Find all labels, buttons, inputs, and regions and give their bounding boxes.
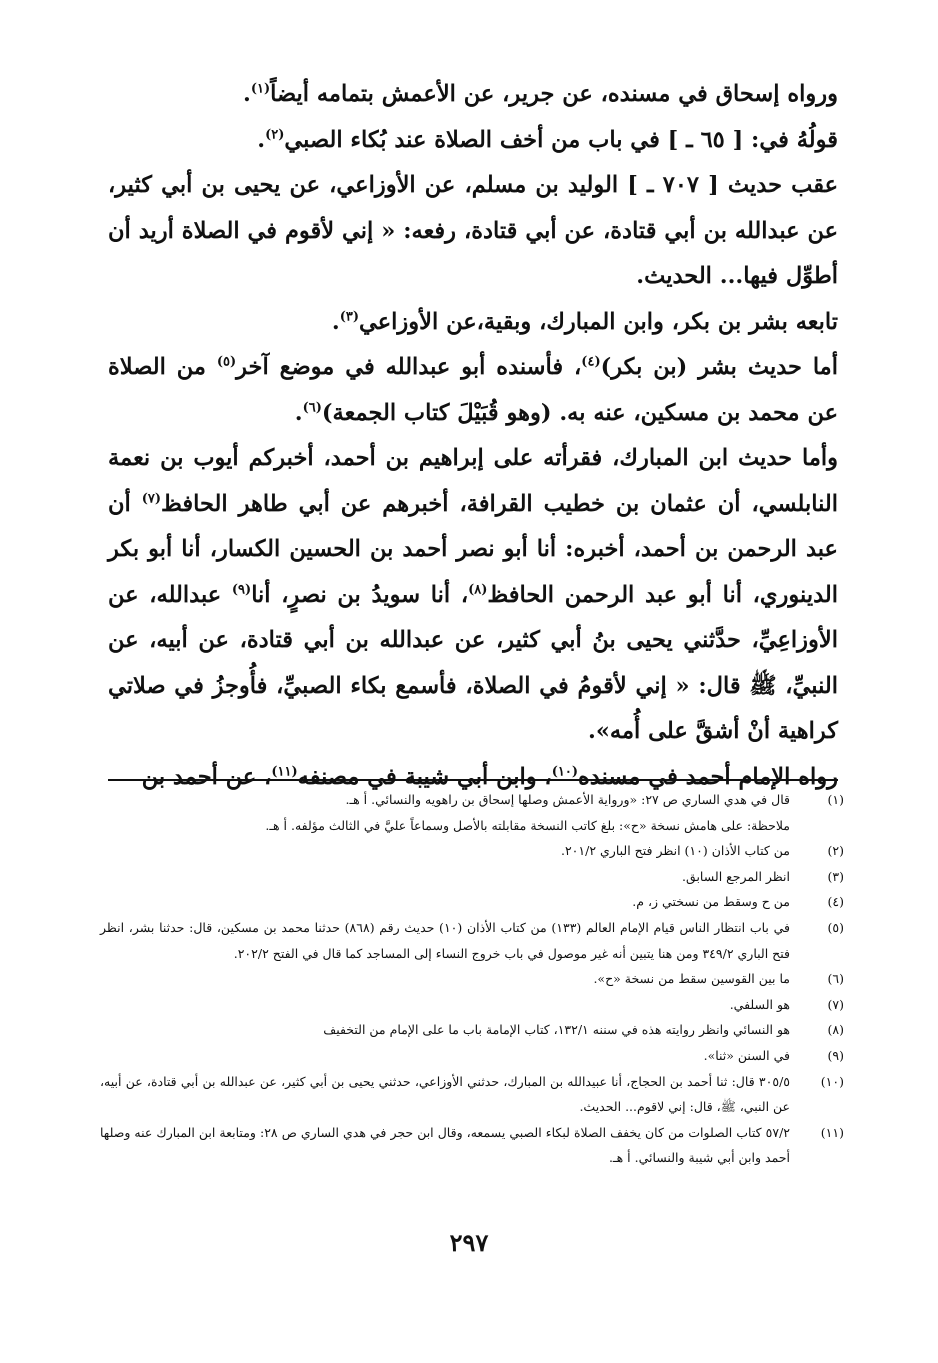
footnote-text: ٣٠٥/٥ قال: ثنا أحمد بن الحجاج، أنا عبيدالله بن المبارك، حدثني الأوزاعي، حدثني يحيى بن أبي كثير، عن عبدالله بن أبي قتادة، عن أبيه، عن النبي، ﷺ، قال: إني لاقوم... الحديث. — [100, 1073, 790, 1115]
footnote-item — [100, 1017, 844, 1043]
footnote-item — [100, 1043, 844, 1069]
paragraph-text: ، عن أحمد بن — [141, 763, 272, 790]
footnote-number: (١) — [827, 792, 844, 807]
footnote-text: انظر المرجع السابق. — [682, 868, 790, 884]
paragraph-text: عبدالله، عن الأوزاعِيِّ، حدَّثني يحيى بنُ أبي كثير، عن عبدالله بن أبي قتادة، عن أبيه، عن النبيِّ، ﷺ قال: « إني لأقومُ في الصلاة، فأسمع بكاء الصبيِّ، فأُوجزُ في صلاتي كراهية أنْ أشقَّ على أُمه». — [108, 581, 838, 744]
paragraph-text: من الصلاة عن محمد بن مسكين، عنه به. (وهو قُبَيْلَ كتاب الجمعة) — [108, 354, 838, 426]
footnote-number: (٦) — [827, 971, 844, 987]
footnote-item — [100, 787, 844, 813]
footnote-number: (١٠) — [820, 1073, 844, 1089]
paragraph-text: . — [331, 308, 340, 335]
footnote-item — [100, 966, 844, 992]
paragraph-text: أما حديث بشر (بن بكر) — [600, 354, 838, 380]
footnote-ref: (٦) — [302, 400, 322, 415]
footnote-ref: (٨) — [468, 582, 488, 597]
main-paragraph — [108, 300, 838, 346]
footnotes — [100, 787, 844, 1171]
footnote-item — [100, 1069, 844, 1120]
footnote-ref: (٩) — [231, 582, 252, 597]
footnote-ref: (١١) — [271, 764, 298, 779]
footnote-text: هو النسائي وانظر روايته هذه في سننه ١٣٢/١، كتاب الإمامة باب ما على الإمام من التخفيف — [323, 1022, 790, 1038]
footnote-text: ملاحظة: على هامش نسخة «ح»: بلغ كاتب النسخة مقابلته بالأصل وسماعاً عليَّ في الثالث مؤلفه. أ هـ. — [265, 817, 790, 833]
paragraph-text: ، فأسنده أبو عبدالله في موضع آخر — [236, 354, 582, 380]
footnote-item — [100, 864, 844, 890]
footnote-item — [100, 915, 844, 966]
footnote-ref: (٤) — [581, 354, 601, 370]
paragraph-text: . — [243, 81, 251, 107]
footnote-item — [100, 838, 844, 864]
footnote-item — [100, 813, 844, 839]
footnote-item — [100, 992, 844, 1018]
footnote-text: في السنن «ثنا». — [703, 1047, 790, 1063]
paragraph-text: رواه الإمام أحمد في مسنده — [577, 763, 838, 790]
paragraph-text: ورواه إسحاق في مسنده، عن جرير، عن الأعمش بتمامه أيضاً — [270, 81, 838, 107]
footnote-number: (٣) — [827, 868, 844, 884]
footnote-number: (٨) — [827, 1022, 844, 1038]
main-paragraph — [108, 436, 838, 755]
paragraph-text: تابعه بشر بن بكر، وابن المبارك، وبقية،عن الأوزاعي — [359, 308, 838, 335]
paragraph-text: أن عبد الرحمن بن أحمد، أخبره: أنا أبو نصر أحمد بن الحسين الكسار، أنا أبو بكر الدينوري، أنا أبو عبد الرحمن الحافظ — [108, 490, 838, 608]
footnote-text: ٥٧/٢ كتاب الصلوات من كان يخفف الصلاة لبكاء الصبي يسمعه، وقال ابن حجر في هدي الساري ص ٢٨: ومتابعة ابن المبارك عنه وصلها أحمد وابن أبي شيبة والنسائي. أ هـ. — [100, 1124, 790, 1166]
footnote-number: (٢) — [827, 843, 844, 859]
footnote-item — [100, 889, 844, 915]
footnote-item — [100, 1120, 844, 1171]
footnote-ref: (١٠) — [551, 764, 578, 779]
paragraph-text: وأما حديث ابن المبارك، فقرأته على إبراهيم بن أحمد، أخبركم أيوب بن نعمة النابلسي، أن عثمان بن خطيب القرافة، أخبرهم عن أبي طاهر الحافظ — [108, 445, 838, 517]
footnote-text: من ح وسقط من نسختي ز، م. — [632, 894, 790, 910]
main-paragraph — [108, 118, 838, 164]
page-number: ٢٩٧ — [449, 1228, 489, 1257]
paragraph-text: عقب حديث [ ٧٠٧ ـ ] الوليد بن مسلم، عن الأوزاعي، عن يحيى بن أبي كثير، عن عبدالله بن أبي قتادة، عن أبي قتادة، رفعه: « إني لأقوم في الصلاة أريد أن أطوِّل فيها... الحديث. — [108, 172, 839, 289]
footnote-separator — [108, 779, 838, 781]
footnote-ref: (٥) — [216, 354, 237, 370]
footnote-number: (٩) — [827, 1047, 844, 1063]
footnote-number: (١١) — [820, 1124, 844, 1140]
paragraph-text: . — [294, 399, 303, 426]
footnote-text: قال في هدي الساري ص ٢٧: «ورواية الأعمش وصلها إسحاق بن راهويه والنسائي. أ هـ. — [345, 792, 790, 807]
footnote-text: في باب انتظار الناس قيام الإمام العالم (١٣٣) من كتاب الأذان (١٠) حديث رقم (٨٦٨) حدثنا محمد بن مسكين، قال: حدثنا بشر، انظر فتح الباري ٣٤٩/٢ ومن هنا يتبين أنه غير موصول في باب خروج النساء إلى المساجد كما قال في الفتح ٢٠٢/٢. — [100, 919, 790, 961]
footnote-ref: (١) — [250, 81, 271, 97]
paragraph-text: ، أنا سويدُ بن نصرٍ، أنا — [251, 581, 469, 608]
footnote-text: ما بين القوسين سقط من نسخة «ح». — [593, 971, 790, 987]
main-text — [108, 72, 838, 800]
main-paragraph — [108, 345, 838, 436]
footnote-ref: (٧) — [141, 491, 162, 506]
paragraph-text: ، وابن أبي شيبة في مصنفه — [297, 763, 552, 790]
footnote-number: (٤) — [827, 894, 844, 910]
paragraph-text: قولُهُ في: [ ٦٥ ـ ] في باب من أخف الصلاة عند بُكاء الصبي — [284, 126, 838, 153]
footnote-ref: (٣) — [339, 309, 359, 324]
footnote-number: (٧) — [827, 996, 844, 1012]
footnote-text: هو السلفي. — [729, 996, 790, 1012]
footnote-number: (٥) — [827, 919, 844, 935]
main-paragraph — [108, 72, 838, 118]
footnote-ref: (٢) — [265, 127, 285, 142]
main-paragraph — [108, 163, 838, 300]
paragraph-text: . — [257, 126, 266, 153]
footnote-text: من كتاب الأذان (١٠) انظر فتح الباري ٢٠١/٢. — [560, 843, 790, 859]
